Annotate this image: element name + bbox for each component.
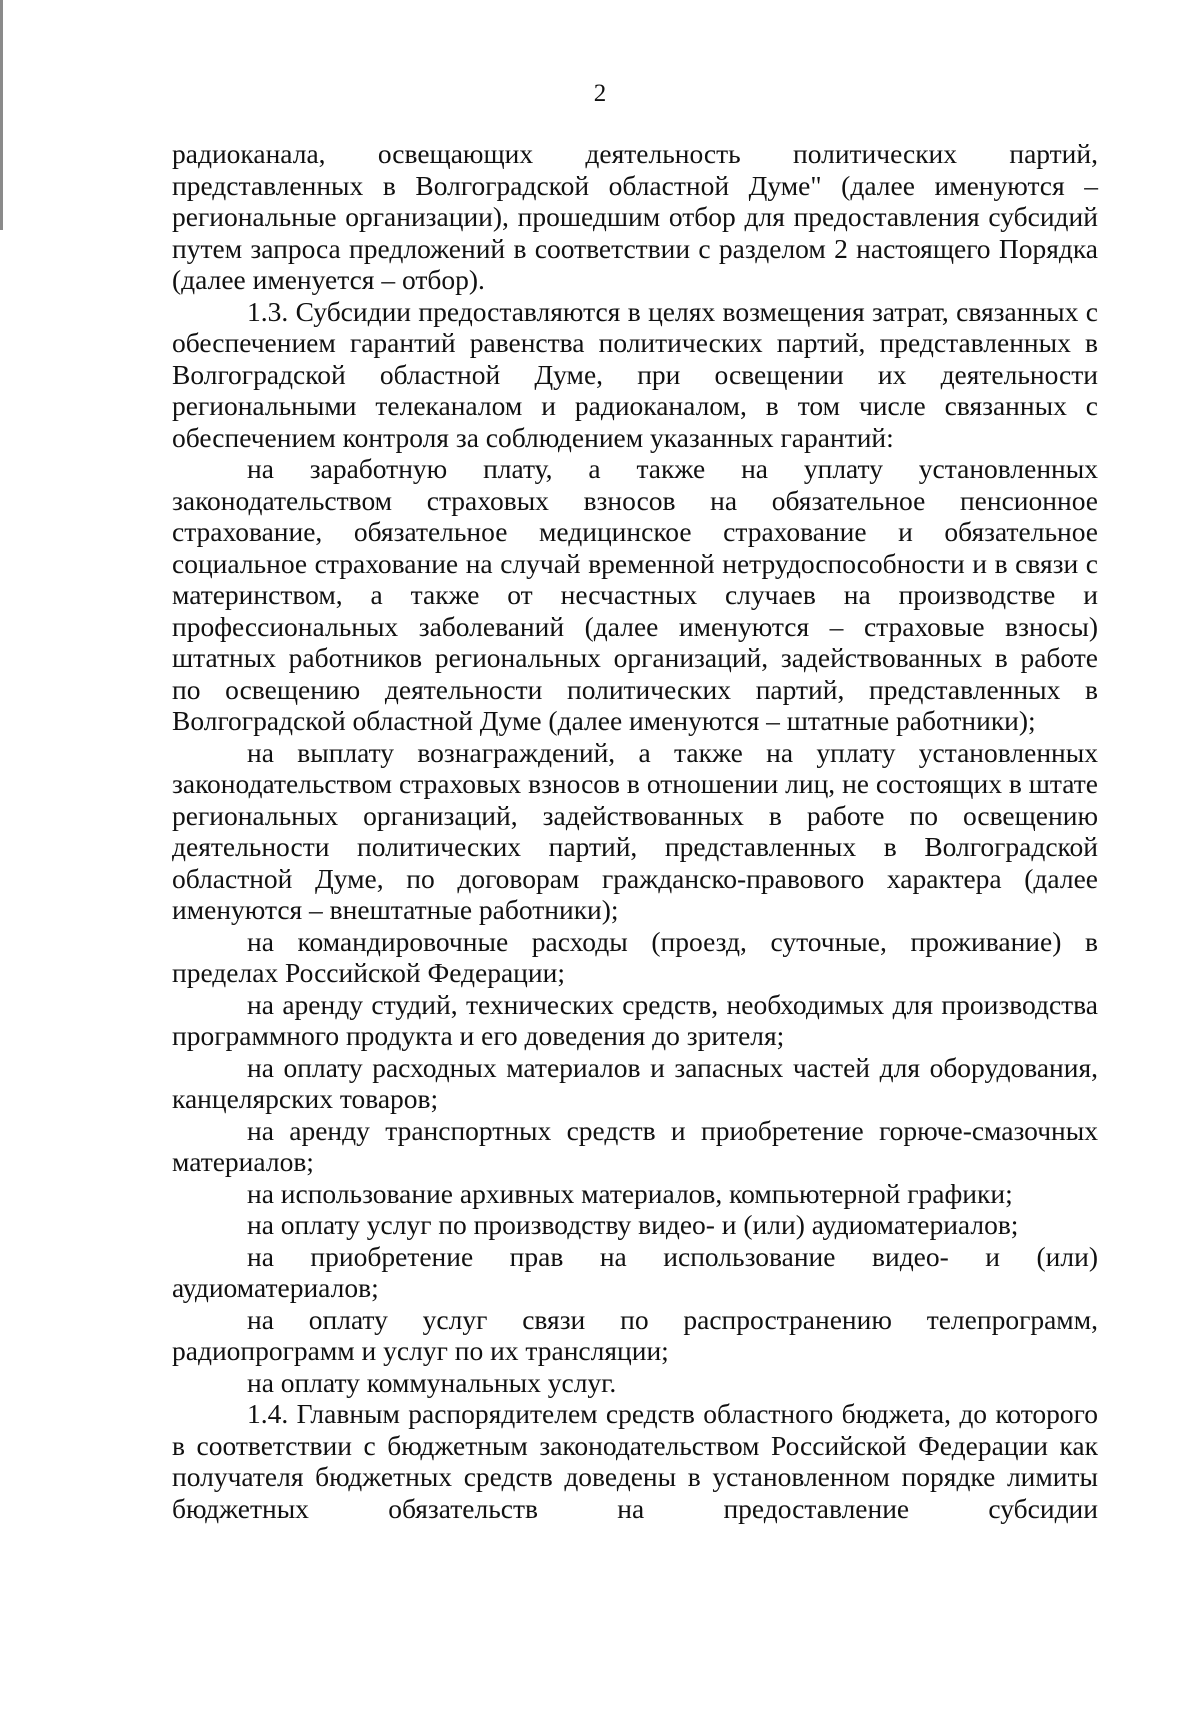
list-item-studio-rent: на аренду студий, технических средств, необходимых для производства программного продукта и его доведения до зрителя; (172, 988, 1098, 1051)
paragraph-clause-1-3: 1.3. Субсидии предоставляются в целях возмещения затрат, связанных с обеспечением гарантий равенства политических партий, представленных в Волгоградской областной Думе, при освещении их деятельности региональными телеканалом и радиоканалом, в том числе связанных с обеспечением контроля за соблюдением указанных гарантий: (172, 295, 1098, 453)
list-item-transport: на аренду транспортных средств и приобретение горюче-смазочных материалов; (172, 1114, 1098, 1177)
list-item-communication: на оплату услуг связи по распространению телепрограмм, радиопрограмм и услуг по их трансляции; (172, 1303, 1098, 1366)
list-item-consumables: на оплату расходных материалов и запасных частей для оборудования, канцелярских товаров; (172, 1051, 1098, 1114)
list-item-archives: на использование архивных материалов, компьютерной графики; (247, 1177, 1013, 1209)
list-item-utilities: на оплату коммунальных услуг. (247, 1366, 617, 1398)
list-item-travel: на командировочные расходы (проезд, суточные, проживание) в пределах Российской Федерации; (172, 925, 1098, 988)
list-item-salary: на заработную плату, а также на уплату установленных законодательством страховых взносов на обязательное пенсионное страхование, обязательное медицинское страхование и обязательное социальное страхование на случай временной нетрудоспособности и в связи с материнством, а также от несчастных случаев на производстве и профессиональных заболеваний (далее именуются – страховые взносы) штатных работников региональных организаций, задействованных в работе по освещению деятельности политических партий, представленных в Волгоградской областной Думе (далее именуются – штатные работники); (172, 453, 1098, 736)
list-item-remuneration: на выплату вознаграждений, а также на уплату установленных законодательством страховых взносов в отношении лиц, не состоящих в штате региональных организаций, задействованных в работе по освещению деятельности политических партий, представленных в Волгоградской областной Думе, по договорам гражданско-правового характера (далее именуются – внештатные работники); (172, 736, 1098, 925)
page-number: 2 (593, 80, 607, 107)
paragraph-clause-1-4: 1.4. Главным распорядителем средств областного бюджета, до которого в соответствии с бюджетным законодательством Российской Федерации как получателя бюджетных средств доведены в установленном порядке лимиты бюджетных обязательств на предоставление субсидии (172, 1398, 1098, 1524)
scan-edge (0, 0, 3, 230)
list-item-production: на оплату услуг по производству видео- и (или) аудиоматериалов; (247, 1209, 1019, 1240)
list-item-rights: на приобретение прав на использование видео- и (или) аудиоматериалов; (172, 1240, 1098, 1303)
document-body (172, 138, 1098, 1524)
paragraph-continuation: радиоканала, освещающих деятельность политических партий, представленных в Волгоградской областной Думе" (далее именуются – региональные организации), прошедшим отбор для предоставления субсидий путем запроса предложений в соответствии с разделом 2 настоящего Порядка (далее именуется – отбор). (172, 138, 1098, 295)
